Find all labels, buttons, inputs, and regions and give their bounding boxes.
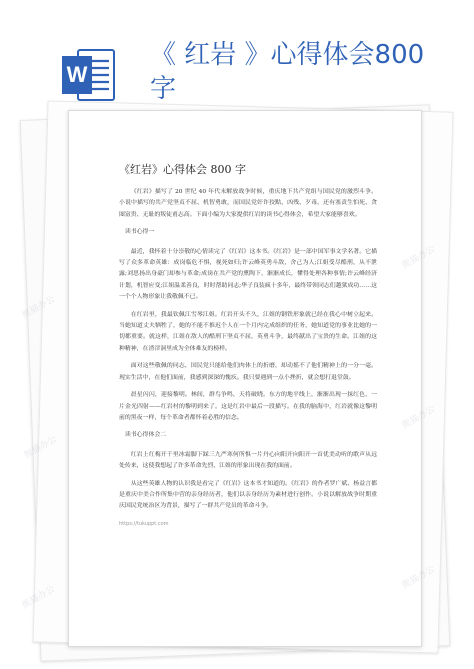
- paragraph: 最近，我怀着十分崇敬的心情读完了《红岩》这本书。《红岩》是一部中国军事文学名著。它描写了众多革命英雄：成岗临危不惧，视死如归;许云峰英勇斗敌，舍己为人;江姐受尽酷刑，从不泄露;刘思扬出身豪门却参与革命;成岗在共产党的熏陶下，渐渐成长，懂得处理各种事情;许云峰经济计划，机智应变;江姐温柔善良，时时帮助同志;华子良装疯十多年，最终带领同志们越狱成功……这一个个人物形象让我敬佩不已。: [119, 248, 377, 301]
- document-body: [119, 187, 377, 536]
- document-title: 《红岩》心得体会 800 字: [119, 163, 246, 176]
- word-document-icon: [60, 48, 116, 102]
- paragraph: 在红岩里，我最钦佩江雪琴江姐。红岩开头不久，江姐的钢铁形象就已经在我心中树立起来。当她知道丈夫牺牲了，她的不能不推迟个人在一个月内完成组织的任务，她知道党的事业比她的一切都重要。就这样，江姐在敌人的酷刑下坚贞不屈，英勇斗争，最终献出了宝贵的生命。江姐的这种精神，在渣滓洞里成为全体难友的榜样。: [119, 311, 377, 352]
- paragraph: 红岩上红梅开千里冰霜脚下踩三九严寒何所惧一片丹心向阳开向阳开一首优美动听的歌声从远处传来，这使我想起了许多革命先烈，江姐的形象出现在我的面前。: [119, 451, 377, 470]
- section-heading: 读书心得体会二: [124, 432, 167, 439]
- paragraph: 从这些英雄人物的认识我是看完了《红岩》这本书才知道的。《红岩》的作者罗广斌、杨益言都是重庆中美合作所集中营的亲身经历者，他们以亲身经历为素材进行创作。小说以解放战争时期重庆国民党统治区为背景，描写了一群共产党员的革命斗争。: [119, 480, 377, 510]
- watermark: 熊猫办公: [400, 404, 437, 432]
- watermark: 熊猫办公: [22, 434, 59, 462]
- document-page: [68, 110, 422, 647]
- watermark: 熊猫办公: [400, 244, 437, 272]
- header: [0, 0, 474, 112]
- source-url: https://tukuppt.com: [119, 520, 169, 527]
- watermark: 熊猫办公: [400, 564, 437, 592]
- word-icon-letter: W: [66, 62, 88, 87]
- paragraph: 面对这些敬佩的同志，国民党只能给他们肉体上的折磨，却动摇不了他们精神上的一分一毫。现实生活中，在他们面前，我感到深深的愧疚。我只要遇到一点小挫折，就会想打退堂鼓。: [119, 363, 377, 381]
- paragraph: 晨星闪闪，迎接黎明。林间，群鸟争鸣，天将破晓。东方的地平线上，渐渐出现一抹红色，一片金光四射——红岩村的黎明到来了。这是红岩中最后一段描写。在我的脑海中，红岩就像这黎明前的黑夜一样，每个革命者都怀着必胜的信念。: [119, 392, 377, 421]
- paragraph: 《红岩》描写了 20 世纪 40 年代末解放战争时候，重庆地下共产党组与国民党的激烈斗争。小说中描写的共产党坚贞不屈、机智勇敢，而国民党奸诈狡黠、凶残、歹毒，还有塞责生怕死、贪图富贵、无耻的叛徒甫志高。下面小编为大家提供红岩的读书心得体会，希望大家能够喜欢。: [119, 189, 377, 218]
- section-heading: 读书心得一: [124, 229, 155, 236]
- watermark: 熊猫办公: [20, 584, 57, 612]
- page-title: 《 红岩 》心得体会800字: [150, 40, 425, 104]
- watermark: 熊猫办公: [20, 294, 57, 322]
